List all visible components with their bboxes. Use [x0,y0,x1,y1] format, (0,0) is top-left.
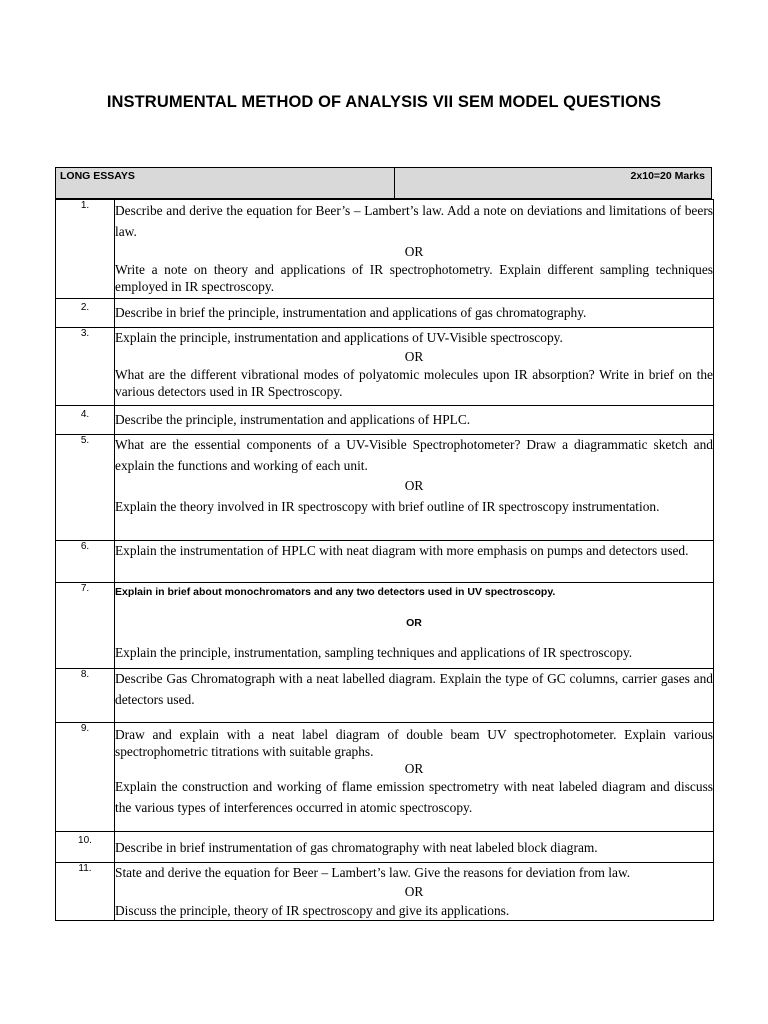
or-separator: OR [404,884,424,899]
table-row [56,669,714,723]
table-row [56,435,714,541]
question-text [115,541,714,583]
question-option-a: Describe in brief instrumentation of gas chromatography with neat labeled block diagram. [115,840,598,855]
or-separator: OR [404,478,424,493]
section-marks: 2x10=20 Marks [630,170,705,182]
question-option-b: Explain the principle, instrumentation, sampling techniques and applications of IR spectroscopy. [115,645,633,660]
table-row [56,541,714,583]
or-separator: OR [404,349,424,364]
questions-table [55,199,714,921]
page-title: INSTRUMENTAL METHOD OF ANALYSIS VII SEM MODEL QUESTIONS [106,93,662,111]
table-row [56,406,714,435]
question-option-b: Write a note on theory and applications of IR spectrophotometry. Explain different sampling techniques employed in IR spectroscopy. [115,262,713,294]
question-option-a: Describe the principle, instrumentation and applications of HPLC. [115,412,471,427]
question-option-a: What are the essential components of a UV-Visible Spectrophotometer? Draw a diagrammatic sketch and explain the functions and working of each unit. [115,437,713,473]
question-option-a: Describe in brief the principle, instrumentation and applications of gas chromatography. [115,305,587,320]
question-text [115,583,714,669]
or-separator: OR [404,244,424,259]
question-number: 10. [56,832,115,863]
question-option-b: Explain the theory involved in IR spectroscopy with brief outline of IR spectroscopy instrumentation. [115,498,660,514]
table-row [56,723,714,832]
question-number: 7. [56,583,115,669]
or-separator: OR [404,761,424,776]
or-separator: OR [406,617,422,629]
question-number: 8. [56,669,115,723]
question-option-b: Explain the construction and working of flame emission spectrometry with neat labeled diagram and discuss the various types of interferences occurred in atomic spectroscopy. [115,779,713,815]
question-number: 4. [56,406,115,435]
question-option-b: What are the different vibrational modes of polyatomic molecules upon IR absorption? Write in brief on the various detectors used in IR Spectroscopy. [115,367,713,399]
question-option-a: Describe Gas Chromatograph with a neat labelled diagram. Explain the type of GC columns, carrier gases and detectors used. [115,671,713,707]
question-option-b: Discuss the principle, theory of IR spectroscopy and give its applications. [115,903,510,918]
table-row [56,863,714,921]
question-number: 3. [56,328,115,406]
question-text [115,669,714,723]
question-option-a: State and derive the equation for Beer – Lambert’s law. Give the reasons for deviation from law. [115,865,631,880]
question-option-a: Explain the principle, instrumentation and applications of UV-Visible spectroscopy. [115,330,563,345]
question-text [115,723,714,832]
question-text [115,863,714,921]
question-number: 9. [56,723,115,832]
question-option-a: Describe and derive the equation for Beer’s – Lambert’s law. Add a note on deviations and limitations of beers law. [115,203,713,239]
table-row [56,328,714,406]
question-number: 1. [56,200,115,299]
table-row [56,832,714,863]
question-number: 11. [56,863,115,921]
table-row [56,200,714,299]
question-text [115,299,714,328]
question-option-a: Explain the instrumentation of HPLC with neat diagram with more emphasis on pumps and detectors used. [115,543,689,558]
question-number: 6. [56,541,115,583]
question-option-a: Draw and explain with a neat label diagram of double beam UV spectrophotometer. Explain various spectrophometric titrations with suitable graphs. [115,727,713,759]
question-text [115,435,714,541]
question-number: 2. [56,299,115,328]
question-text [115,200,714,299]
section-header [55,167,712,199]
table-row [56,299,714,328]
question-text [115,406,714,435]
table-row [56,583,714,669]
question-text [115,832,714,863]
question-number: 5. [56,435,115,541]
section-label: LONG ESSAYS [56,168,395,198]
question-text [115,328,714,406]
question-option-a: Explain in brief about monochromators and any two detectors used in UV spectroscopy. [115,586,556,598]
